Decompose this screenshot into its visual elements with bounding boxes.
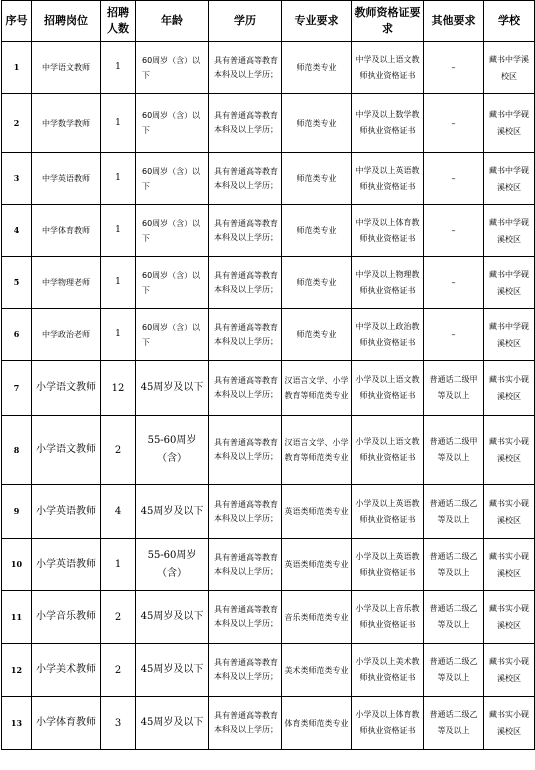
cell-certificate: 中学及以上政治教师执业资格证书: [352, 309, 424, 361]
cell-age: 45周岁及以下: [136, 644, 209, 697]
cell-certificate: 小学及以上英语教师执业资格证书: [352, 539, 424, 591]
cell-no: 9: [2, 485, 32, 539]
cell-education: 具有普通高等教育本科及以上学历；: [209, 416, 282, 485]
cell-no: 11: [2, 591, 32, 644]
cell-school: 藏书实小砚溪校区: [484, 485, 535, 539]
cell-major: 音乐类师范类专业: [282, 591, 352, 644]
cell-other: 普通话二级甲等及以上: [424, 416, 484, 485]
cell-certificate: 中学及以上体育教师执业资格证书: [352, 205, 424, 257]
cell-school: 藏书实小砚溪校区: [484, 644, 535, 697]
cell-other: –: [424, 153, 484, 205]
cell-position: 中学体育教师: [32, 205, 101, 257]
cell-other: 普通话二级乙等及以上: [424, 644, 484, 697]
table-row: [2, 591, 535, 644]
cell-major: 师范类专业: [282, 309, 352, 361]
cell-position: 小学美术教师: [32, 644, 101, 697]
cell-age: 45周岁及以下: [136, 361, 209, 416]
header-no: 序号: [2, 1, 32, 42]
table-row: [2, 697, 535, 750]
cell-count: 2: [101, 644, 136, 697]
cell-certificate: 中学及以上物理教师执业资格证书: [352, 257, 424, 309]
header-school: 学校: [484, 1, 535, 42]
cell-education: 具有普通高等教育本科及以上学历；: [209, 485, 282, 539]
cell-major: 体育类师范类专业: [282, 697, 352, 750]
header-age: 年龄: [136, 1, 209, 42]
cell-certificate: 中学及以上语文教师执业资格证书: [352, 42, 424, 94]
cell-certificate: 小学及以上体育教师执业资格证书: [352, 697, 424, 750]
header-row: [2, 1, 535, 42]
cell-other: –: [424, 94, 484, 153]
cell-other: 普通话二级乙等及以上: [424, 591, 484, 644]
cell-certificate: 小学及以上语文教师执业资格证书: [352, 416, 424, 485]
cell-position: 中学物理老师: [32, 257, 101, 309]
cell-school: 藏书实小砚溪校区: [484, 361, 535, 416]
cell-education: 具有普通高等教育本科及以上学历；: [209, 591, 282, 644]
recruitment-table: [1, 0, 535, 750]
header-position: 招聘岗位: [32, 1, 101, 42]
cell-other: –: [424, 309, 484, 361]
cell-education: 具有普通高等教育本科及以上学历；: [209, 257, 282, 309]
cell-age: 55-60周岁（含）: [136, 539, 209, 591]
cell-age: 60周岁（含）以下: [136, 257, 209, 309]
cell-age: 45周岁及以下: [136, 697, 209, 750]
table-row: [2, 539, 535, 591]
cell-certificate: 小学及以上美术教师执业资格证书: [352, 644, 424, 697]
cell-age: 60周岁（含）以下: [136, 205, 209, 257]
table-row: [2, 361, 535, 416]
cell-no: 4: [2, 205, 32, 257]
cell-education: 具有普通高等教育本科及以上学历；: [209, 644, 282, 697]
header-education: 学历: [209, 1, 282, 42]
cell-age: 60周岁（含）以下: [136, 42, 209, 94]
cell-other: –: [424, 205, 484, 257]
cell-count: 1: [101, 94, 136, 153]
header-certificate: 教师资格证要求: [352, 1, 424, 42]
cell-certificate: 小学及以上语文教师执业资格证书: [352, 361, 424, 416]
cell-education: 具有普通高等教育本科及以上学历；: [209, 539, 282, 591]
cell-count: 1: [101, 257, 136, 309]
cell-other: 普通话二级乙等及以上: [424, 485, 484, 539]
cell-other: 普通话二级乙等及以上: [424, 539, 484, 591]
cell-education: 具有普通高等教育本科及以上学历；: [209, 153, 282, 205]
cell-school: 藏书中学砚溪校区: [484, 94, 535, 153]
cell-education: 具有普通高等教育本科及以上学历；: [209, 361, 282, 416]
cell-school: 藏书实小砚溪校区: [484, 697, 535, 750]
cell-major: 师范类专业: [282, 257, 352, 309]
cell-education: 具有普通高等教育本科及以上学历；: [209, 94, 282, 153]
cell-no: 5: [2, 257, 32, 309]
cell-other: 普通话二级甲等及以上: [424, 361, 484, 416]
cell-school: 藏书实小砚溪校区: [484, 539, 535, 591]
table-row: [2, 644, 535, 697]
cell-major: 汉语言文学、小学教育等师范类专业: [282, 361, 352, 416]
cell-no: 13: [2, 697, 32, 750]
cell-age: 45周岁及以下: [136, 485, 209, 539]
table-row: [2, 42, 535, 94]
cell-position: 小学英语教师: [32, 485, 101, 539]
cell-count: 1: [101, 205, 136, 257]
cell-no: 10: [2, 539, 32, 591]
cell-school: 藏书实小砚溪校区: [484, 591, 535, 644]
cell-certificate: 中学及以上数学教师执业资格证书: [352, 94, 424, 153]
cell-position: 中学语文教师: [32, 42, 101, 94]
cell-position: 小学英语教师: [32, 539, 101, 591]
cell-no: 2: [2, 94, 32, 153]
cell-no: 8: [2, 416, 32, 485]
cell-major: 英语类师范类专业: [282, 539, 352, 591]
cell-school: 藏书实小砚溪校区: [484, 416, 535, 485]
cell-position: 中学政治老师: [32, 309, 101, 361]
cell-certificate: 小学及以上音乐教师执业资格证书: [352, 591, 424, 644]
cell-age: 60周岁（含）以下: [136, 153, 209, 205]
cell-age: 45周岁及以下: [136, 591, 209, 644]
cell-position: 中学英语教师: [32, 153, 101, 205]
cell-education: 具有普通高等教育本科及以上学历；: [209, 309, 282, 361]
cell-school: 藏书中学砚溪校区: [484, 205, 535, 257]
table-row: [2, 309, 535, 361]
cell-position: 小学音乐教师: [32, 591, 101, 644]
cell-age: 55-60周岁（含）: [136, 416, 209, 485]
cell-major: 美术类师范类专业: [282, 644, 352, 697]
table-row: [2, 257, 535, 309]
cell-education: 具有普通高等教育本科及以上学历；: [209, 42, 282, 94]
cell-count: 12: [101, 361, 136, 416]
header-other: 其他要求: [424, 1, 484, 42]
cell-count: 3: [101, 697, 136, 750]
cell-age: 60周岁（含）以下: [136, 309, 209, 361]
cell-position: 小学语文教师: [32, 361, 101, 416]
cell-education: 具有普通高等教育本科及以上学历；: [209, 697, 282, 750]
cell-no: 1: [2, 42, 32, 94]
cell-position: 小学语文教师: [32, 416, 101, 485]
cell-count: 1: [101, 309, 136, 361]
cell-certificate: 小学及以上英语教师执业资格证书: [352, 485, 424, 539]
cell-position: 小学体育教师: [32, 697, 101, 750]
header-major: 专业要求: [282, 1, 352, 42]
cell-major: 汉语言文学、小学教育等师范类专业: [282, 416, 352, 485]
cell-count: 1: [101, 42, 136, 94]
cell-major: 师范类专业: [282, 42, 352, 94]
cell-no: 6: [2, 309, 32, 361]
cell-count: 2: [101, 416, 136, 485]
cell-school: 藏书中学砚溪校区: [484, 257, 535, 309]
cell-count: 4: [101, 485, 136, 539]
cell-major: 师范类专业: [282, 205, 352, 257]
table-row: [2, 205, 535, 257]
cell-other: 普通话二级乙等及以上: [424, 697, 484, 750]
cell-school: 藏书中学砚溪校区: [484, 153, 535, 205]
header-count: 招聘人数: [101, 1, 136, 42]
cell-count: 1: [101, 539, 136, 591]
cell-education: 具有普通高等教育本科及以上学历；: [209, 205, 282, 257]
cell-certificate: 中学及以上英语教师执业资格证书: [352, 153, 424, 205]
table-row: [2, 153, 535, 205]
cell-school: 藏书中学溪校区: [484, 42, 535, 94]
cell-no: 3: [2, 153, 32, 205]
cell-count: 1: [101, 153, 136, 205]
table-row: [2, 485, 535, 539]
cell-other: –: [424, 257, 484, 309]
table-row: [2, 94, 535, 153]
cell-major: 英语类师范类专业: [282, 485, 352, 539]
cell-school: 藏书中学砚溪校区: [484, 309, 535, 361]
cell-age: 60周岁（含）以下: [136, 94, 209, 153]
cell-major: 师范类专业: [282, 94, 352, 153]
cell-count: 2: [101, 591, 136, 644]
cell-major: 师范类专业: [282, 153, 352, 205]
cell-no: 12: [2, 644, 32, 697]
table-row: [2, 416, 535, 485]
cell-no: 7: [2, 361, 32, 416]
cell-position: 中学数学教师: [32, 94, 101, 153]
cell-other: –: [424, 42, 484, 94]
